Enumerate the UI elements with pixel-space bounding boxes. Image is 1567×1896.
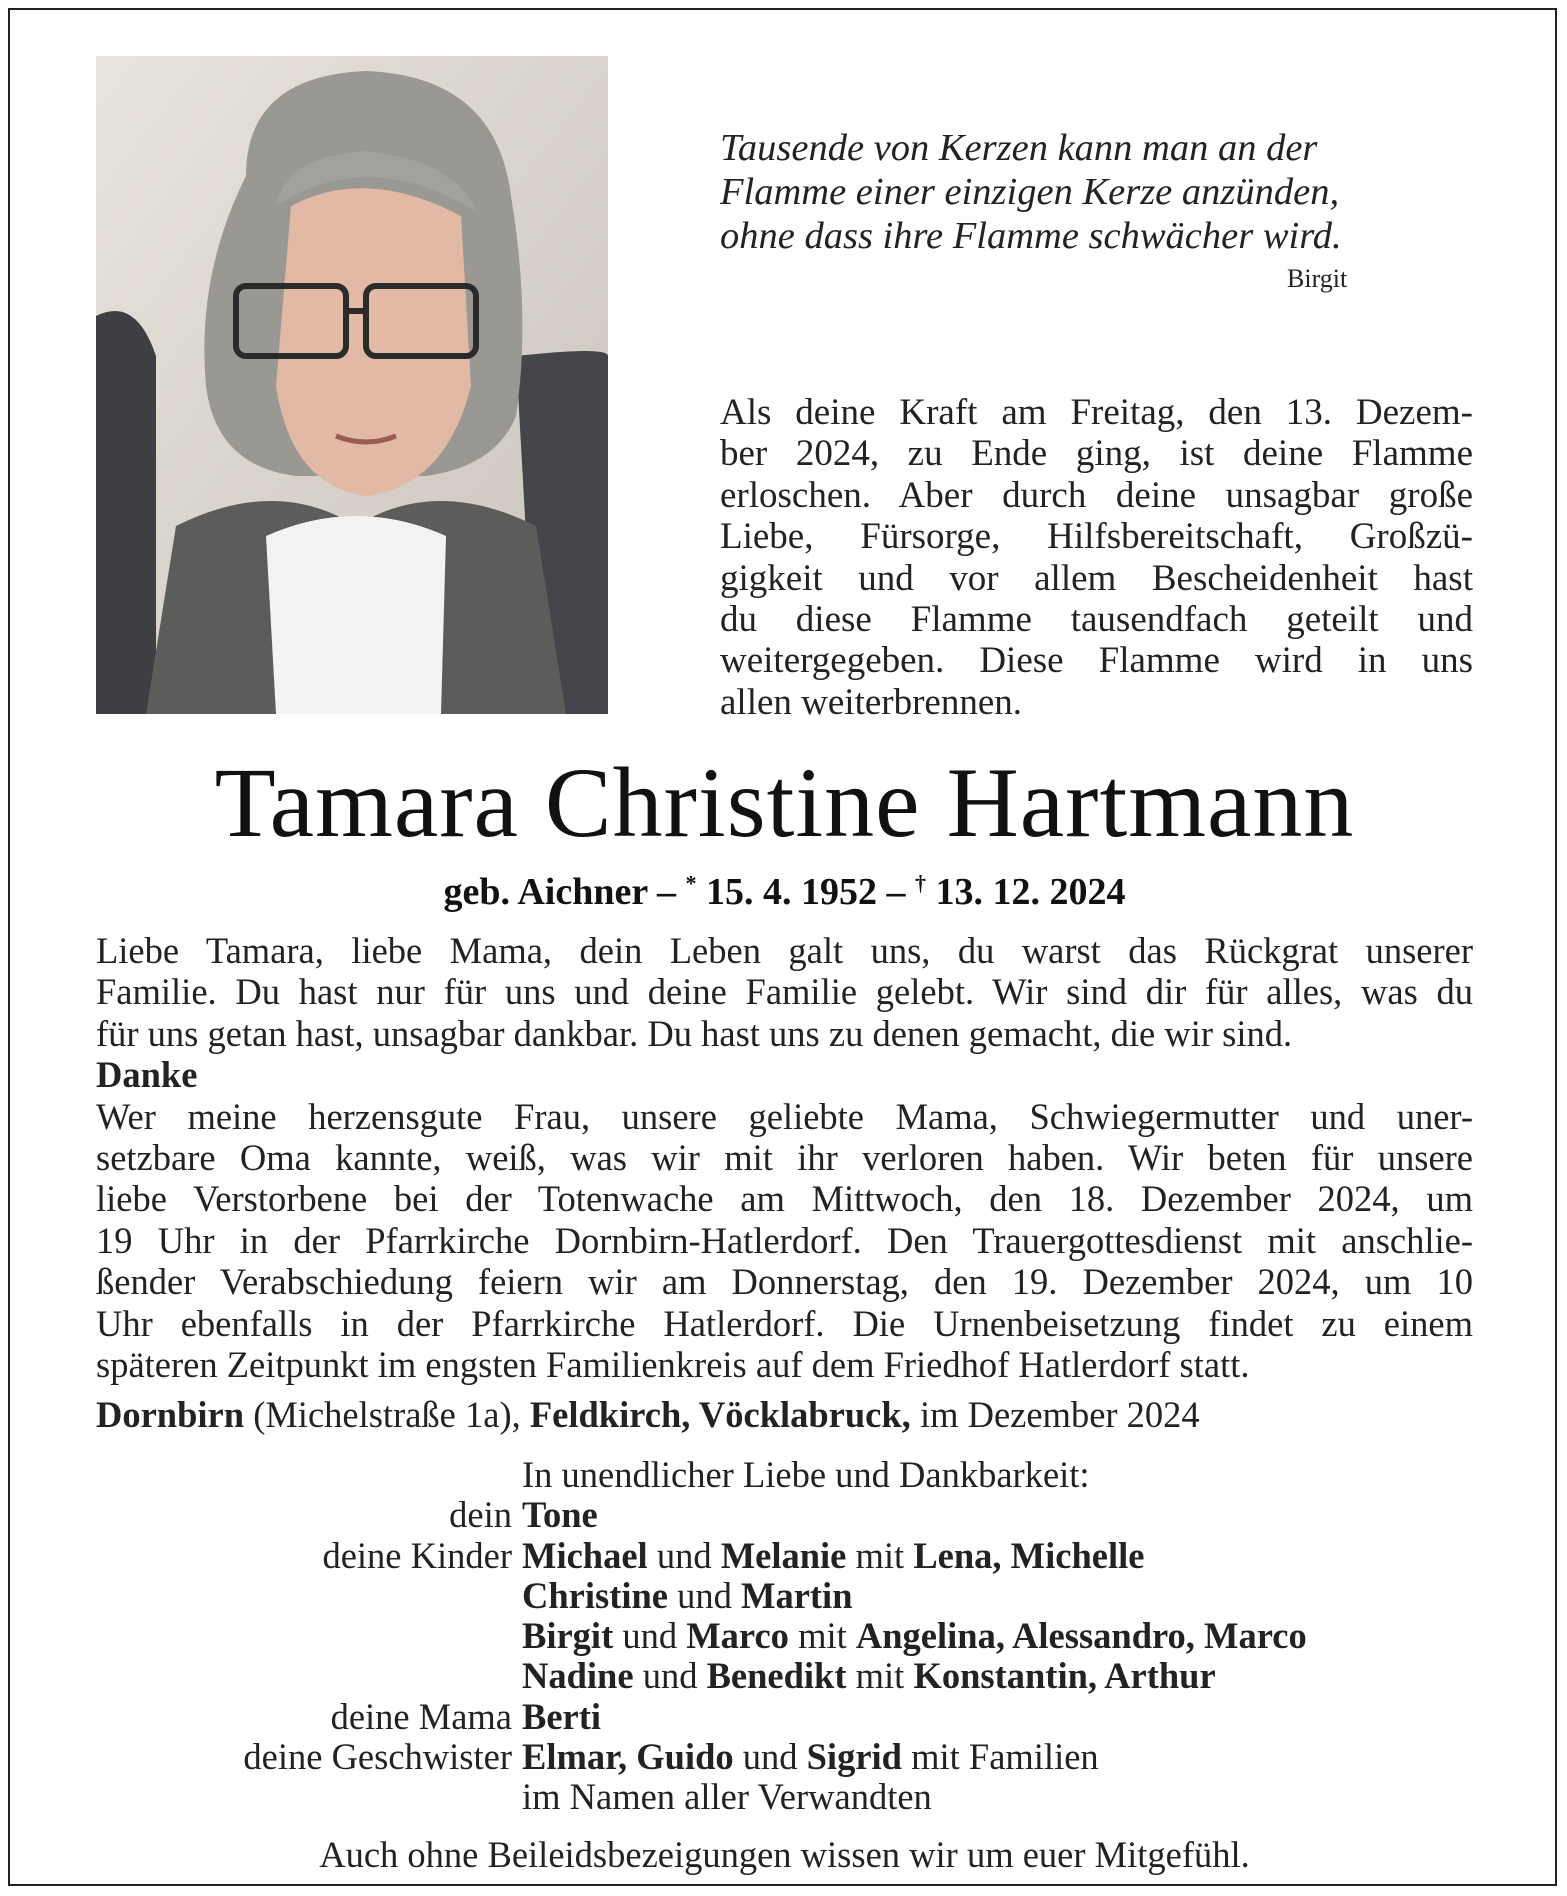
intro-line: erloschen. Aber durch deine unsagbar große xyxy=(720,474,1473,516)
mourner-row xyxy=(96,1616,1473,1656)
deceased-name: Tamara Christine Hartmann xyxy=(214,747,1355,858)
body-line: setzbare Oma kannte, weiß, was wir mit ihr verloren haben. Wir beten für unsere xyxy=(96,1137,1473,1179)
quote-block xyxy=(720,126,1342,258)
closing-line: Auch ohne Beileidsbezeigungen wissen wir um euer Mitgefühl. xyxy=(319,1834,1250,1875)
mourner-row xyxy=(96,1495,1473,1535)
connector-text: mit xyxy=(846,1534,914,1576)
relation-label xyxy=(96,1777,522,1817)
mourners-intro-row xyxy=(96,1455,1473,1495)
body-line: 19 Uhr in der Pfarrkirche Dornbirn-Hatlerdorf. Den Trauergottesdienst mit anschlie- xyxy=(96,1219,1473,1261)
mourners-list xyxy=(96,1455,1473,1818)
mourner-name: Lena, Michelle xyxy=(913,1534,1145,1576)
place-city: Dornbirn xyxy=(96,1394,245,1435)
intro-paragraph xyxy=(720,392,1473,723)
body-line: Liebe Tamara, liebe Mama, dein Leben galt uns, du warst das Rückgrat unserer xyxy=(96,930,1473,971)
mourner-names xyxy=(522,1697,1473,1737)
relation-label: dein xyxy=(449,1494,512,1536)
relation-label: deine Mama xyxy=(330,1695,512,1737)
body-line: liebe Verstorbene bei der Totenwache am Mittwoch, den 18. Dezember 2024, um xyxy=(96,1178,1473,1220)
mourner-name: Konstantin, Arthur xyxy=(913,1655,1216,1697)
quote-line: Flamme einer einzigen Kerze anzünden, xyxy=(720,171,1340,213)
death-cross-icon: † xyxy=(915,870,927,896)
mourner-row xyxy=(96,1697,1473,1737)
mourner-row xyxy=(96,1777,1473,1817)
connector-text: mit xyxy=(788,1615,856,1657)
mourner-name: Nadine xyxy=(522,1655,634,1697)
mourner-names xyxy=(522,1576,1473,1616)
mourner-row xyxy=(96,1656,1473,1696)
connector-text: und xyxy=(613,1615,687,1657)
body-line: Familie. Du hast nur für uns und deine Familie gelebt. Wir sind dir für alles, was du xyxy=(96,971,1473,1013)
mourner-names xyxy=(522,1737,1473,1777)
intro-line: Als deine Kraft am Freitag, den 13. Dezem- xyxy=(720,392,1473,433)
mourner-names xyxy=(522,1495,1473,1535)
death-date: 13. 12. 2024 xyxy=(935,871,1126,913)
life-dates xyxy=(96,870,1473,914)
body-line: späteren Zeitpunkt im engsten Familienkreis auf dem Friedhof Hatlerdorf statt. xyxy=(96,1344,1250,1386)
intro-line: ber 2024, zu Ende ging, ist deine Flamme xyxy=(720,433,1473,475)
mourner-name: Christine xyxy=(522,1574,668,1616)
relation-label xyxy=(96,1656,522,1696)
date-separator: – xyxy=(877,871,916,913)
body-line: Uhr ebenfalls in der Pfarrkirche Hatlerdorf. Die Urnenbeisetzung findet zu einem xyxy=(96,1302,1473,1344)
mourner-names xyxy=(522,1656,1473,1696)
quote-author: Birgit xyxy=(1287,264,1348,293)
mourner-name: Berti xyxy=(522,1695,602,1737)
body-line: Wer meine herzensgute Frau, unsere geliebte Mama, Schwiegermutter und uner- xyxy=(96,1095,1473,1137)
mourner-name: Benedikt xyxy=(706,1655,847,1697)
mourner-names xyxy=(522,1616,1473,1656)
body-line: für uns getan hast, unsagbar dankbar. Du hast uns zu denen gemacht, die wir sind. xyxy=(96,1012,1293,1054)
intro-line: du diese Flamme tausendfach geteilt und xyxy=(720,599,1473,641)
mourner-name: Michael xyxy=(522,1534,648,1576)
connector-text: mit xyxy=(846,1655,914,1697)
place-date: im Dezember 2024 xyxy=(910,1394,1200,1435)
connector-text: und xyxy=(647,1534,721,1576)
date-separator: – xyxy=(647,871,686,913)
danke-heading: Danke xyxy=(96,1054,198,1096)
birth-date: 15. 4. 1952 xyxy=(706,871,878,913)
intro-line: Liebe, Fürsorge, Hilfsbereitschaft, Großzü- xyxy=(720,516,1473,558)
mourner-row xyxy=(96,1576,1473,1616)
quote-line: Tausende von Kerzen kann man an der xyxy=(720,127,1318,169)
connector-text: und xyxy=(633,1655,707,1697)
relation-label: deine Geschwister xyxy=(243,1736,512,1778)
place-address: (Michelstraße 1a), xyxy=(244,1394,530,1435)
place-date-line xyxy=(96,1393,1200,1436)
mourner-name: Sigrid xyxy=(806,1736,902,1778)
connector-text: im Namen aller Verwandten xyxy=(522,1776,932,1818)
mourner-name: Melanie xyxy=(720,1534,847,1576)
mourner-name: Elmar, Guido xyxy=(522,1736,734,1778)
mourner-name: Marco xyxy=(686,1615,789,1657)
relation-label xyxy=(96,1616,522,1656)
mourner-name: Angelina, Alessandro, Marco xyxy=(855,1615,1307,1657)
connector-text: mit Familien xyxy=(901,1736,1099,1778)
mourner-row xyxy=(96,1536,1473,1576)
body-line: ßender Verabschiedung feiern wir am Donnerstag, den 19. Dezember 2024, um 10 xyxy=(96,1261,1473,1303)
mourner-names xyxy=(522,1777,1473,1817)
relation-label: deine Kinder xyxy=(322,1534,512,1576)
connector-text: und xyxy=(668,1574,741,1616)
main-text xyxy=(96,930,1473,1385)
mourner-name: Tone xyxy=(522,1494,598,1536)
quote-line: ohne dass ihre Flamme schwächer wird. xyxy=(720,215,1342,257)
mourner-row xyxy=(96,1737,1473,1777)
mourner-name: Martin xyxy=(741,1574,853,1616)
mourner-names xyxy=(522,1536,1473,1576)
relation-label xyxy=(96,1576,522,1616)
mourners-intro: In unendlicher Liebe und Dankbarkeit: xyxy=(522,1454,1090,1495)
mourner-name: Birgit xyxy=(522,1615,614,1657)
maiden-name: geb. Aichner xyxy=(443,871,648,913)
row-label xyxy=(96,1455,522,1495)
intro-line: weitergegeben. Diese Flamme wird in uns xyxy=(720,640,1473,682)
connector-text: und xyxy=(733,1736,807,1778)
portrait-photo xyxy=(96,56,608,714)
intro-line: gigkeit und vor allem Bescheidenheit hast xyxy=(720,557,1473,599)
place-others: Feldkirch, Vöcklabruck, xyxy=(529,1394,911,1435)
intro-line: allen weiterbrennen. xyxy=(720,681,1023,723)
birth-star-icon: * xyxy=(685,870,697,896)
